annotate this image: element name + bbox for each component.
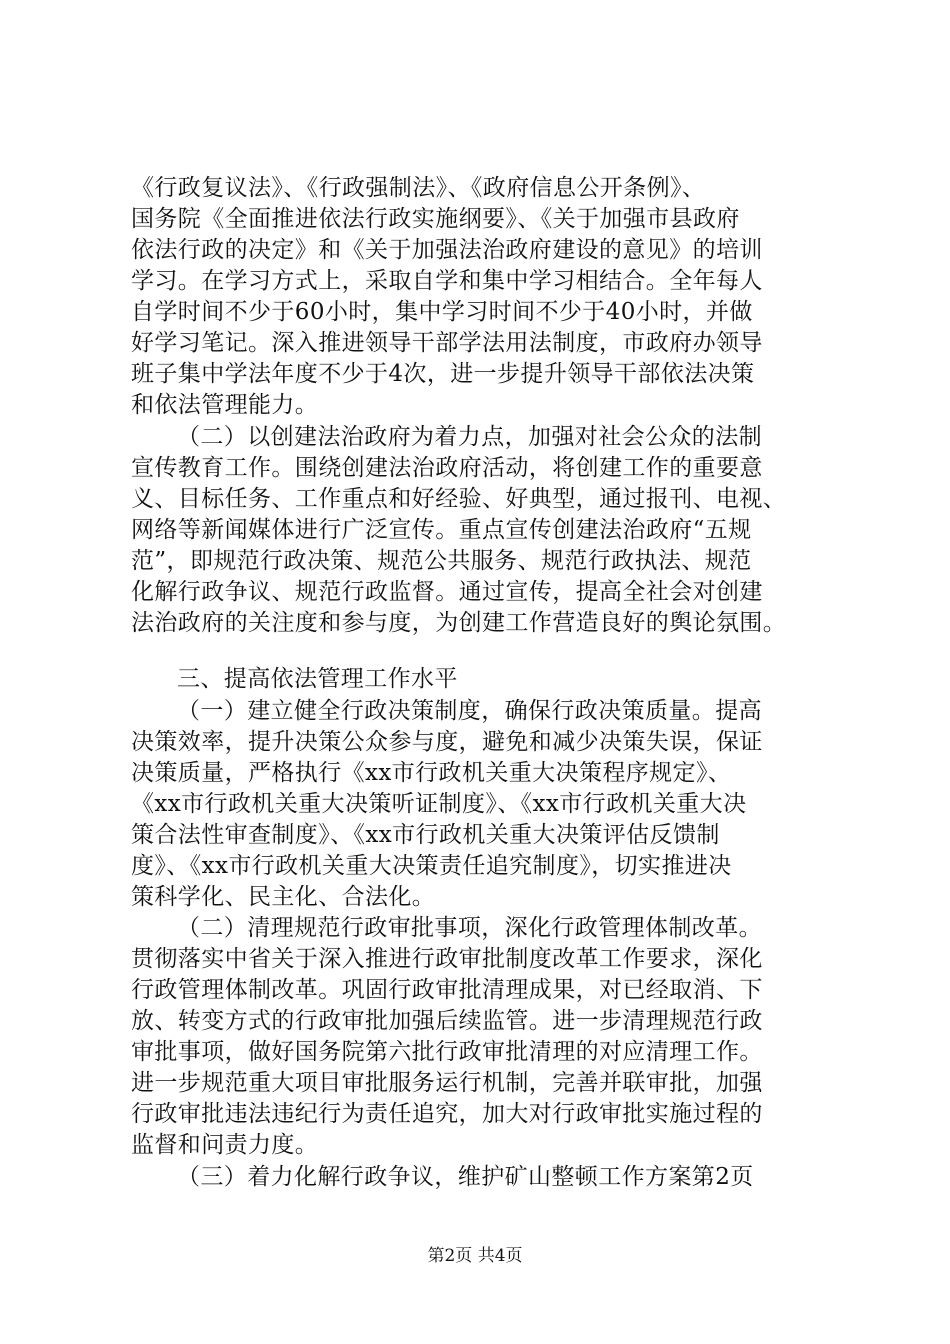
text-line: 范”，即规范行政决策、规范公共服务、规范行政执法、规范 [131, 548, 752, 574]
text-line: 决策效率，提升决策公众参与度，避免和减少决策失误，保证 [131, 729, 763, 755]
paragraph-start: （二）以创建法治政府为着力点，加强对社会公众的法制 [177, 424, 762, 450]
text-line: 审批事项，做好国务院第六批行政审批清理的对应清理工作。 [131, 1039, 763, 1065]
text-line: 策科学化、民主化、合法化。 [131, 884, 436, 910]
text-line: 和依法管理能力。 [131, 392, 319, 418]
text-line: 策合法性审查制度》、《xx市行政机关重大决策评估反馈制 [131, 822, 720, 848]
paragraph-start: （三）着力化解行政争议，维护矿山整顿工作方案第2页 [177, 1164, 754, 1190]
paragraph-start: （二）清理规范行政审批事项，深化行政管理体制改革。 [177, 915, 762, 941]
text-line: 义、目标任务、工作重点和好经验、好典型，通过报刊、电视、 [131, 486, 787, 512]
text-line: 行政审批违法违纪行为责任追究，加大对行政审批实施过程的 [131, 1101, 763, 1127]
text-line: 决策质量，严格执行《xx市行政机关重大决策程序规定》、 [131, 760, 732, 786]
text-line: 学习。在学习方式上，采取自学和集中学习相结合。全年每人 [131, 268, 763, 294]
text-line: 国务院《全面推进依法行政实施纲要》、《关于加强市县政府 [131, 206, 740, 232]
text-line: 监督和问责力度。 [131, 1132, 319, 1158]
text-line: 自学时间不少于60小时，集中学习时间不少于40小时，并做 [131, 299, 753, 325]
text-line: 《xx市行政机关重大决策听证制度》、《xx市行政机关重大决 [131, 791, 747, 817]
text-line: 化解行政争议、规范行政监督。通过宣传，提高全社会对创建 [131, 579, 763, 605]
text-line: 度》、《xx市行政机关重大决策责任追究制度》，切实推进决 [131, 853, 732, 879]
page-number-footer: 第2页 共4页 [427, 1246, 523, 1266]
text-line: 《行政复议法》、《行政强制法》、《政府信息公开条例》、 [131, 175, 706, 201]
paragraph-start: （一）建立健全行政决策制度，确保行政决策质量。提高 [177, 698, 762, 724]
text-line: 贯彻落实中省关于深入推进行政审批制度改革工作要求，深化 [131, 946, 763, 972]
text-line: 行政管理体制改革。巩固行政审批清理成果，对已经取消、下 [131, 977, 763, 1003]
text-line: 好学习笔记。深入推进领导干部学法用法制度，市政府办领导 [131, 330, 763, 356]
text-line: 放、转变方式的行政审批加强后续监管。进一步清理规范行政 [131, 1008, 763, 1034]
text-line: 网络等新闻媒体进行广泛宣传。重点宣传创建法治政府“五规 [131, 517, 752, 543]
text-line: 进一步规范重大项目审批服务运行机制，完善并联审批，加强 [131, 1070, 763, 1096]
section-heading: 三、提高依法管理工作水平 [177, 666, 458, 692]
text-line: 法治政府的关注度和参与度，为创建工作营造良好的舆论氛围。 [131, 610, 787, 636]
text-line: 班子集中学法年度不少于4次，进一步提升领导干部依法决策 [131, 361, 755, 387]
text-line: 宣传教育工作。围绕创建法治政府活动，将创建工作的重要意 [131, 455, 763, 481]
text-line: 依法行政的决定》和《关于加强法治政府建设的意见》的培训 [131, 237, 763, 263]
